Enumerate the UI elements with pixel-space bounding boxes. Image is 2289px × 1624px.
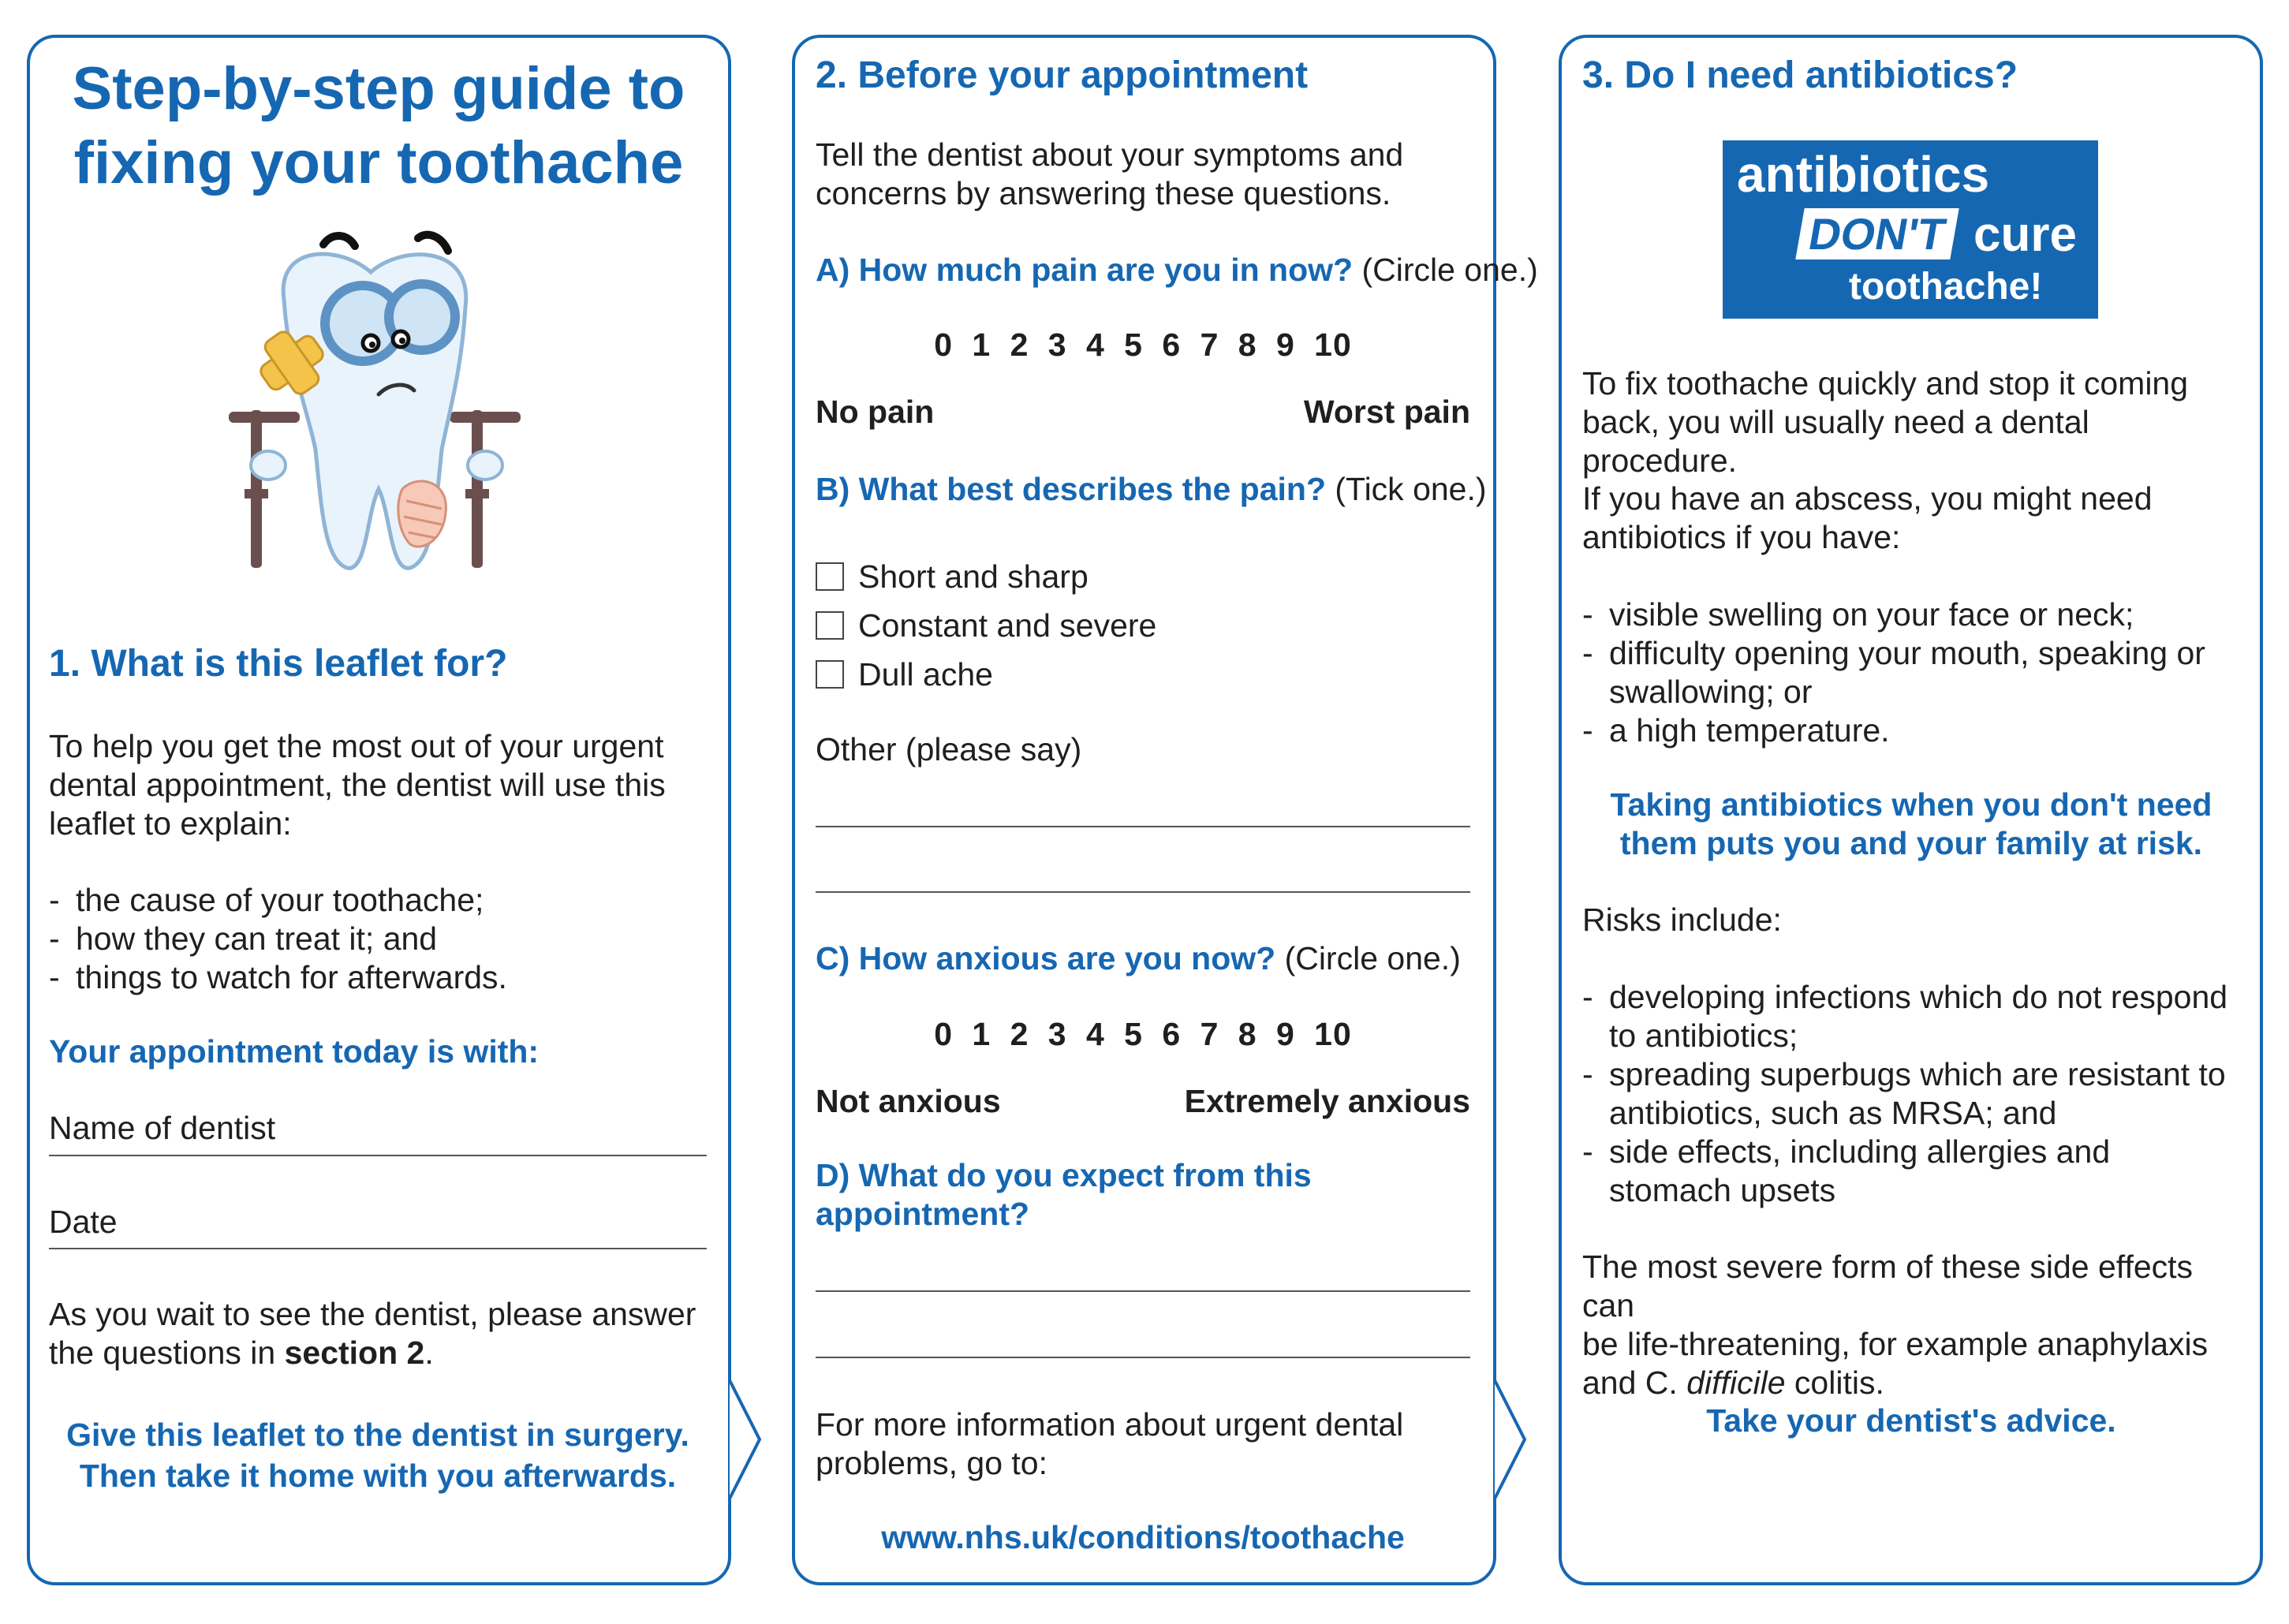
question-b [816,470,1487,509]
section-3-heading: 3. Do I need antibiotics? [1582,54,2018,96]
list-item-line: - difficulty opening your mouth, speaking or [1609,635,2205,671]
dentist-advice: Take your dentist's advice. [1706,1402,2116,1439]
more-info-line: For more information about urgent dental [816,1406,1404,1443]
question-a-label: A) How much pain are you in now? [816,252,1354,288]
pain-type-options [816,552,1156,699]
other-label: Other (please say) [816,731,1082,767]
question-d-line: appointment? [816,1196,1030,1232]
list-item [1582,978,2245,1055]
fix-line: To fix toothache quickly and stop it coming [1582,365,2189,401]
severe-text-italic: difficile [1686,1365,1786,1401]
section-2-heading: 2. Before your appointment [816,54,1309,96]
badge-line-antibiotics: antibiotics [1737,146,1990,203]
warning-line: Taking antibiotics when you don't need [1610,786,2212,823]
other-answer-line-1[interactable] [816,826,1470,827]
list-item [1582,1055,2245,1133]
list-item-line: - visible swelling on your face or neck; [1609,596,2134,633]
anxiety-scale-high-label: Extremely anxious [1184,1083,1470,1119]
date-field[interactable] [49,1248,707,1249]
abscess-text [1582,480,2245,557]
wait-text: . [424,1335,434,1371]
list-item-line: - developing infections which do not respond [1609,979,2228,1015]
intro-line: dental appointment, the dentist will use this [49,767,666,803]
wait-instructions [49,1295,711,1372]
section-2-reference: section 2 [284,1335,425,1371]
intro-line: To help you get the most out of your urgent [49,728,664,764]
severe-text: colitis. [1785,1365,1884,1401]
pain-scale-high-label: Worst pain [1303,394,1470,430]
question-c-label: C) How anxious are you now? [816,940,1276,976]
section-1-heading: 1. What is this leaflet for? [49,643,508,685]
badge-toothache: toothache! [1849,266,2043,308]
option-short-sharp[interactable] [816,552,1156,601]
option-constant-severe[interactable] [816,601,1156,650]
severe-line: The most severe form of these side effects can [1582,1249,2194,1323]
wait-text: the questions in [49,1335,285,1371]
severe-text: and C. [1582,1365,1687,1401]
list-item [1582,711,2245,750]
fix-line: back, you will usually need a dental procedure. [1582,404,2089,479]
badge-dont: DON'T [1795,208,1959,259]
abscess-line: If you have an abscess, you might need [1582,480,2153,517]
list-item [1582,1133,2245,1210]
option-label: Dull ache [858,655,993,693]
nhs-toothache-link[interactable]: www.nhs.uk/conditions/toothache [881,1519,1405,1555]
list-item-line: stomach upsets [1609,1172,1836,1208]
list-item: - how they can treat it; and [49,920,696,958]
more-info-line: problems, go to: [816,1445,1047,1481]
leaflet-title [55,52,702,200]
question-a [816,251,1538,289]
question-a-hint: (Circle one.) [1353,252,1538,288]
list-item: - the cause of your toothache; [49,881,696,920]
dentist-name-label: Name of dentist [49,1110,276,1146]
checkbox[interactable] [816,562,844,591]
question-c-hint: (Circle one.) [1275,940,1461,976]
leaflet-footer-note [43,1414,713,1496]
list-item-line: swallowing; or [1609,674,1813,710]
option-label: Constant and severe [858,607,1157,644]
list-item [1582,595,2245,634]
list-item-line: antibiotics, such as MRSA; and [1609,1095,2057,1131]
list-item-line: - side effects, including allergies and [1609,1133,2111,1170]
title-line-1: Step-by-step guide to [72,55,685,122]
checkbox[interactable] [816,611,844,640]
option-dull-ache[interactable] [816,650,1156,699]
antibiotics-risk-warning [1582,786,2240,863]
checkbox[interactable] [816,660,844,689]
more-info-text [816,1406,1478,1483]
option-label: Short and sharp [858,558,1088,595]
footer-line: Give this leaflet to the dentist in surgery. [66,1417,689,1453]
appointment-heading: Your appointment today is with: [49,1033,540,1070]
expectation-answer-line-1[interactable] [816,1290,1470,1292]
abscess-line: antibiotics if you have: [1582,519,1901,555]
pain-scale-low-label: No pain [816,394,935,430]
leaflet-purpose-text [49,727,696,843]
intro-line: leaflet to explain: [49,805,292,842]
list-item [1582,634,2245,711]
warning-line: them puts you and your family at risk. [1619,825,2203,861]
intro-line: concerns by answering these questions. [816,175,1391,211]
fix-toothache-text [1582,364,2245,480]
anxiety-scale[interactable]: 0 1 2 3 4 5 6 7 8 9 10 [934,1016,1352,1052]
antibiotics-dont-cure-badge [1723,140,2098,319]
risks-label: Risks include: [1582,902,1782,938]
badge-cure: cure [1973,207,2077,262]
fold-arrow-2 [1493,1380,1537,1499]
section-2-intro [816,136,1478,213]
severe-line [1582,1364,2253,1402]
question-b-label: B) What best describes the pain? [816,471,1326,507]
question-d-line: D) What do you expect from this [816,1157,1312,1193]
title-line-2: fixing your toothache [73,129,684,196]
dentist-name-field[interactable] [49,1155,707,1156]
abscess-symptoms-list [1582,595,2245,750]
wait-line: As you wait to see the dentist, please answer [49,1296,696,1332]
wait-line [49,1334,711,1372]
fold-arrow-1 [728,1380,772,1499]
leaflet-purpose-list [49,881,696,997]
question-d [816,1156,1312,1234]
list-item-line: - a high temperature. [1609,712,1890,749]
severe-side-effects-text [1582,1248,2253,1402]
risks-list [1582,978,2245,1210]
severe-line: be life-threatening, for example anaphylaxis [1582,1326,2209,1362]
list-item-line: - spreading superbugs which are resistant to [1609,1056,2226,1092]
date-label: Date [49,1204,118,1240]
list-item: - things to watch for afterwards. [49,958,696,997]
question-c [816,939,1461,978]
intro-line: Tell the dentist about your symptoms and [816,136,1404,173]
footer-line: Then take it home with you afterwards. [79,1458,677,1494]
expectation-answer-line-2[interactable] [816,1357,1470,1358]
list-item-line: to antibiotics; [1609,1017,1798,1054]
pain-scale[interactable]: 0 1 2 3 4 5 6 7 8 9 10 [934,327,1352,363]
injured-tooth-illustration-icon [221,229,536,599]
anxiety-scale-low-label: Not anxious [816,1083,1001,1119]
question-b-hint: (Tick one.) [1326,471,1487,507]
other-answer-line-2[interactable] [816,891,1470,893]
